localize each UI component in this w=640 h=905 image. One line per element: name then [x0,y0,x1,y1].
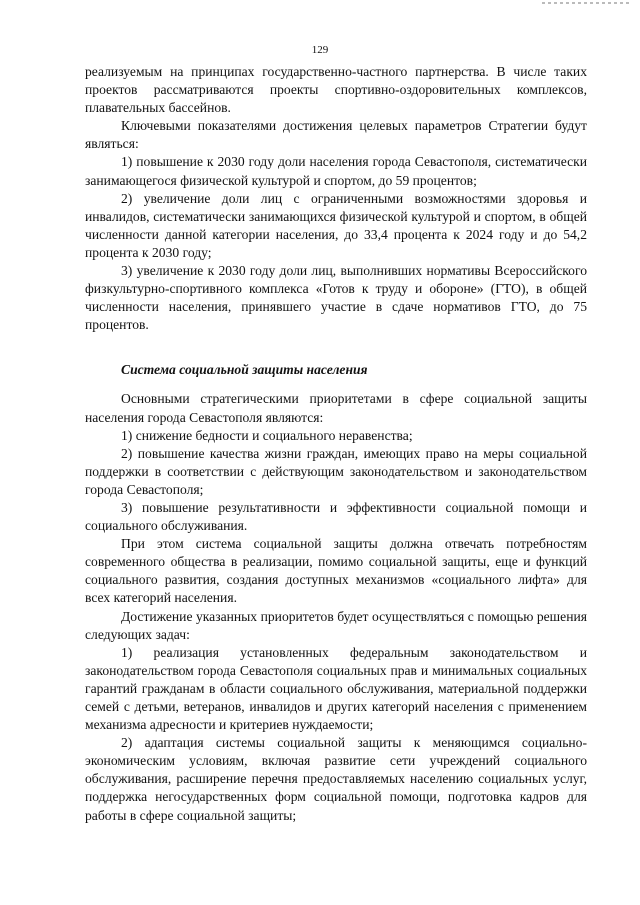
paragraph-continuation: реализуемым на принципах государственно-частного партнерства. В числе таких проектов рассматриваются проекты спортивно-оздоровительных комплексов, плавательных бассейнов. [85,64,587,116]
list-item-task-1: 1) реализация установленных федеральным законодательством и законодательством города Севастополя социальных прав и минимальных социальных гарантий гражданам в области социального обслуживания, материальной поддержки семей с детьми, ветеранов, инвалидов и других категорий населения с применением механизма адресности и критериев нуждаемости; [85,644,587,733]
paragraph-indicators-intro: Ключевыми показателями достижения целевых параметров Стратегии будут являться: [85,118,587,152]
list-item-task-2: 2) адаптация системы социальной защиты к меняющимся социально-экономическим условиям, включая развитие сети учреждений социального обслуживания, расширение перечня предоставляемых населению социальных услуг, поддержка негосударственных форм социальной помощи, подготовка кадров для работы в сфере социальной защиты; [85,735,587,823]
paragraph-system-requirements: При этом система социальной защиты должна отвечать потребностям современного общества в реализации, помимо социальной защиты, еще и функций социального развития, создания доступных механизмов «социального лифта» для всех категорий населения. [85,536,587,606]
list-item-indicator-2: 2) увеличение доли лиц с ограниченными возможностями здоровья и инвалидов, систематически занимающихся физической культурой и спортом, в общей численности данной категории населения, до 33,4 процента к 2024 году и до 54,2 процента к 2030 году; [85,190,587,260]
page-body [85,63,587,825]
list-item-priority-1: 1) снижение бедности и социального неравенства; [121,427,413,443]
paragraph-priorities-intro: Основными стратегическими приоритетами в сфере социальной защиты населения города Севастополя являются: [85,391,587,425]
page-number: 129 [311,44,329,56]
paragraph-tasks-intro: Достижение указанных приоритетов будет осуществляться с помощью решения следующих задач: [85,608,587,642]
list-item-indicator-3: 3) увеличение к 2030 году доли лиц, выполнивших нормативы Всероссийского физкультурно-спортивного комплекса «Готов к труду и обороне» (ГТО), в общей численности населения, принявшего участие в сдаче нормативов ГТО, до 75 процентов. [85,263,587,333]
list-item-priority-2: 2) повышение качества жизни граждан, имеющих право на меры социальной поддержки в соответствии с действующим законодательством и законодательством города Севастополя; [85,445,587,497]
scan-artifact [542,2,632,4]
section-heading: Система социальной защиты населения [121,362,368,378]
list-item-indicator-1: 1) повышение к 2030 году доли населения города Севастополя, систематически занимающегося физической культурой и спортом, до 59 процентов; [85,154,587,188]
list-item-priority-3: 3) повышение результативности и эффективности социальной помощи и социального обслуживания. [85,499,587,534]
